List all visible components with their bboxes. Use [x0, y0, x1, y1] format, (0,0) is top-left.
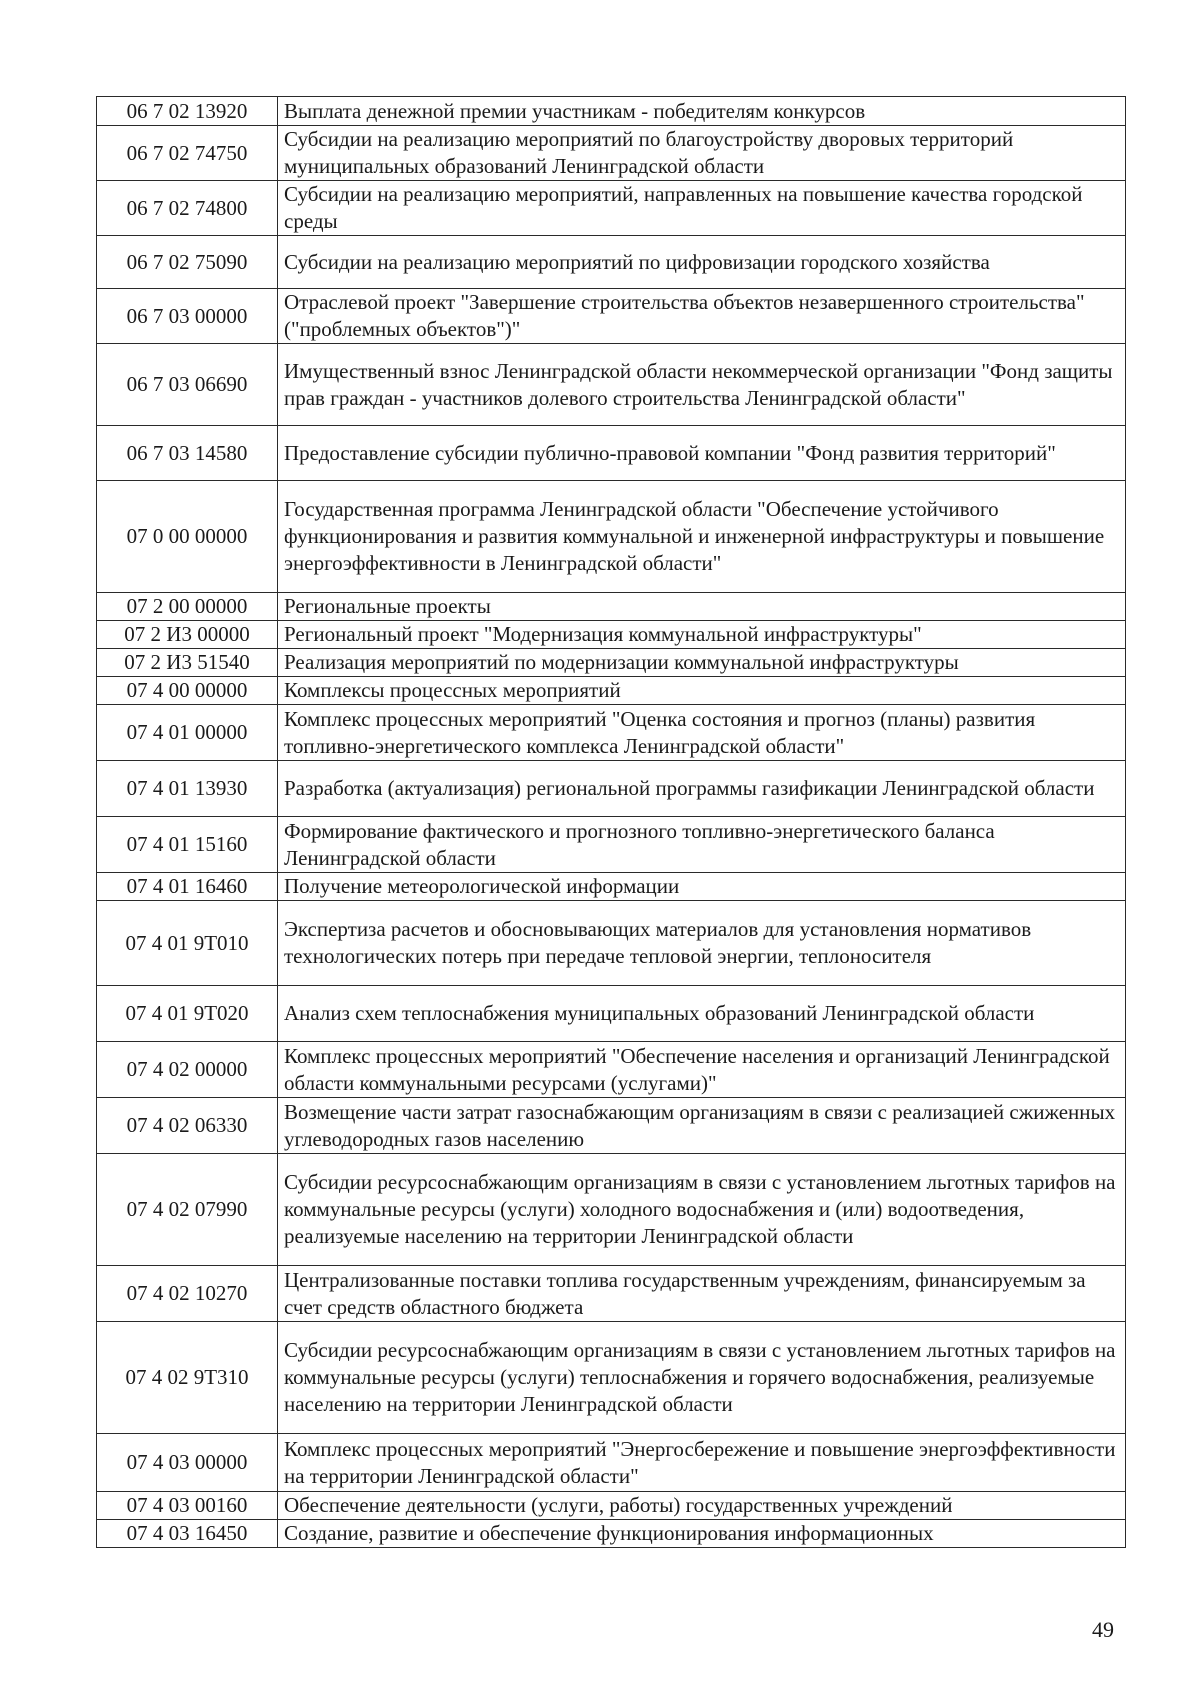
row-description: Реализация мероприятий по модернизации коммунальной инфраструктуры [278, 649, 1126, 677]
row-description: Комплексы процессных мероприятий [278, 677, 1126, 705]
table-row [97, 1098, 1126, 1154]
row-code: 07 4 03 00160 [97, 1492, 278, 1520]
table-row [97, 1266, 1126, 1322]
row-code: 07 4 03 00000 [97, 1434, 278, 1492]
page-number: 49 [1092, 1617, 1114, 1642]
table-row [97, 1434, 1126, 1492]
row-code: 07 4 01 13930 [97, 761, 278, 817]
table-row [97, 761, 1126, 817]
row-description: Региональные проекты [278, 593, 1126, 621]
table-body [97, 97, 1126, 1548]
row-description: Анализ схем теплоснабжения муниципальных образований Ленинградской области [278, 986, 1126, 1042]
table-row [97, 649, 1126, 677]
table-row [97, 873, 1126, 901]
row-description: Субсидии ресурсоснабжающим организациям в связи с установлением льготных тарифов на коммунальные ресурсы (услуги) холодного водоснабжения и (или) водоотведения, реализуемые населению на территории Ленинградской области [278, 1154, 1126, 1266]
row-code: 06 7 02 13920 [97, 97, 278, 126]
table-row [97, 901, 1126, 986]
row-code: 07 4 02 07990 [97, 1154, 278, 1266]
table-row [97, 817, 1126, 873]
table-row [97, 481, 1126, 593]
row-code: 06 7 02 74750 [97, 126, 278, 181]
table-row [97, 986, 1126, 1042]
row-description: Возмещение части затрат газоснабжающим организациям в связи с реализацией сжиженных углеводородных газов населению [278, 1098, 1126, 1154]
row-code: 07 2 00 00000 [97, 593, 278, 621]
row-description: Региональный проект "Модернизация коммунальной инфраструктуры" [278, 621, 1126, 649]
table-row [97, 344, 1126, 426]
row-description: Субсидии на реализацию мероприятий по цифровизации городского хозяйства [278, 236, 1126, 289]
row-code: 07 4 01 9Т020 [97, 986, 278, 1042]
row-description: Отраслевой проект "Завершение строительства объектов незавершенного строительства" ("проблемных объектов")" [278, 289, 1126, 344]
table-row [97, 289, 1126, 344]
row-code: 07 4 00 00000 [97, 677, 278, 705]
row-description: Имущественный взнос Ленинградской области некоммерческой организации "Фонд защиты прав граждан - участников долевого строительства Ленинградской области" [278, 344, 1126, 426]
row-description: Субсидии ресурсоснабжающим организациям в связи с установлением льготных тарифов на коммунальные ресурсы (услуги) теплоснабжения и горячего водоснабжения, реализуемые населению на территории Ленинградской области [278, 1322, 1126, 1434]
table-row [97, 1520, 1126, 1548]
row-code: 06 7 03 00000 [97, 289, 278, 344]
table-row [97, 426, 1126, 481]
table-row [97, 621, 1126, 649]
row-description: Комплекс процессных мероприятий "Обеспечение населения и организаций Ленинградской области коммунальными ресурсами (услугами)" [278, 1042, 1126, 1098]
table-row [97, 705, 1126, 761]
row-code: 07 4 01 00000 [97, 705, 278, 761]
row-code: 07 4 02 9Т310 [97, 1322, 278, 1434]
row-code: 06 7 02 74800 [97, 181, 278, 236]
table-row [97, 236, 1126, 289]
row-description: Экспертиза расчетов и обосновывающих материалов для установления нормативов технологических потерь при передаче тепловой энергии, теплоносителя [278, 901, 1126, 986]
budget-code-table [96, 96, 1126, 1548]
table-row [97, 1042, 1126, 1098]
row-description: Предоставление субсидии публично-правовой компании "Фонд развития территорий" [278, 426, 1126, 481]
table-row [97, 97, 1126, 126]
row-description: Субсидии на реализацию мероприятий по благоустройству дворовых территорий муниципальных образований Ленинградской области [278, 126, 1126, 181]
row-description: Государственная программа Ленинградской области "Обеспечение устойчивого функционирования и развития коммунальной и инженерной инфраструктуры и повышение энергоэффективности в Ленинградской области" [278, 481, 1126, 593]
table-row [97, 593, 1126, 621]
row-description: Обеспечение деятельности (услуги, работы) государственных учреждений [278, 1492, 1126, 1520]
table-row [97, 1154, 1126, 1266]
row-description: Формирование фактического и прогнозного топливно-энергетического баланса Ленинградской области [278, 817, 1126, 873]
table-row [97, 1322, 1126, 1434]
row-code: 06 7 02 75090 [97, 236, 278, 289]
row-code: 06 7 03 06690 [97, 344, 278, 426]
table-row [97, 181, 1126, 236]
row-code: 07 2 И3 00000 [97, 621, 278, 649]
row-code: 07 4 02 00000 [97, 1042, 278, 1098]
row-description: Создание, развитие и обеспечение функционирования информационных [278, 1520, 1126, 1548]
row-code: 07 4 01 15160 [97, 817, 278, 873]
row-description: Разработка (актуализация) региональной программы газификации Ленинградской области [278, 761, 1126, 817]
row-code: 07 4 02 10270 [97, 1266, 278, 1322]
row-code: 07 4 02 06330 [97, 1098, 278, 1154]
row-description: Централизованные поставки топлива государственным учреждениям, финансируемым за счет средств областного бюджета [278, 1266, 1126, 1322]
row-code: 07 4 03 16450 [97, 1520, 278, 1548]
table-row [97, 126, 1126, 181]
row-code: 07 0 00 00000 [97, 481, 278, 593]
row-description: Комплекс процессных мероприятий "Энергосбережение и повышение энергоэффективности на территории Ленинградской области" [278, 1434, 1126, 1492]
row-description: Субсидии на реализацию мероприятий, направленных на повышение качества городской среды [278, 181, 1126, 236]
row-description: Выплата денежной премии участникам - победителям конкурсов [278, 97, 1126, 126]
row-code: 07 2 И3 51540 [97, 649, 278, 677]
row-description: Получение метеорологической информации [278, 873, 1126, 901]
row-code: 07 4 01 9Т010 [97, 901, 278, 986]
row-code: 06 7 03 14580 [97, 426, 278, 481]
row-description: Комплекс процессных мероприятий "Оценка состояния и прогноз (планы) развития топливно-энергетического комплекса Ленинградской области" [278, 705, 1126, 761]
table-row [97, 1492, 1126, 1520]
table-row [97, 677, 1126, 705]
row-code: 07 4 01 16460 [97, 873, 278, 901]
